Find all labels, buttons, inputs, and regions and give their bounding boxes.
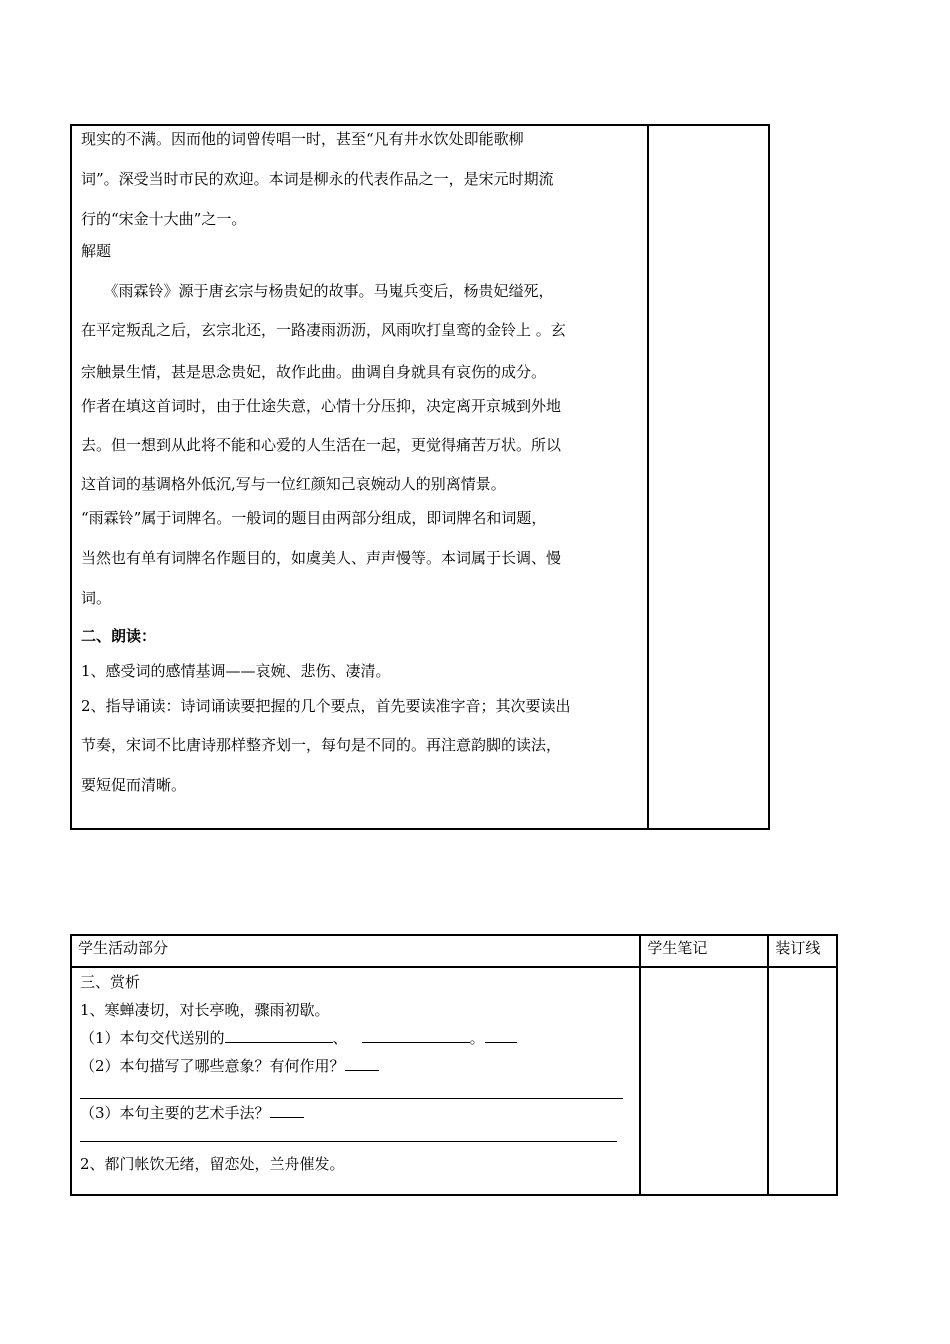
answer-blank[interactable]: [362, 1028, 470, 1043]
answer-line[interactable]: [80, 1080, 623, 1099]
question-1b-text: （2）本句描写了哪些意象？有何作用？: [80, 1057, 345, 1075]
answer-blank[interactable]: [485, 1028, 517, 1043]
text-line: 宗触景生情，甚是思念贵妃，故作此曲。曲调自身就具有哀伤的成分。: [81, 363, 547, 381]
question-1c: [80, 1099, 633, 1125]
notes-cell: [640, 967, 768, 1195]
answer-line[interactable]: [80, 1125, 617, 1142]
answer-blank[interactable]: [225, 1028, 333, 1043]
text-line: “雨霖铃”属于词牌名。一般词的题目由两部分组成，即词牌名和词题，: [81, 509, 547, 527]
question-1a: [80, 1028, 633, 1056]
text-line: 要短促而清晰。: [81, 776, 187, 794]
text-line: 当然也有单有词牌名作题目的，如虞美人、声声慢等。本词属于长调、慢: [81, 549, 562, 567]
section-heading-shangxi: 三、赏析: [80, 973, 141, 991]
question-1: 1、寒蝉凄切，对长亭晚，骤雨初歇。: [80, 1001, 330, 1019]
text-line: 这首词的基调格外低沉,写与一位红颜知己哀婉动人的别离情景。: [81, 475, 506, 493]
notes-table-continued: [70, 124, 770, 830]
content-cell: [71, 125, 648, 829]
header-student-activity: 学生活动部分: [71, 935, 640, 967]
answer-blank[interactable]: [270, 1103, 304, 1118]
question-1a-text: （1）本句交代送别的: [80, 1029, 225, 1047]
text-line: 去。但一想到从此将不能和心爱的人生活在一起，更觉得痛苦万状。所以: [81, 436, 562, 454]
answer-blank[interactable]: [345, 1056, 379, 1071]
text-line: 节奏，宋词不比唐诗那样整齐划一，每句是不同的。再注意韵脚的读法，: [81, 736, 562, 754]
question-1b: [80, 1056, 633, 1080]
section-heading-jieti: 解题: [81, 242, 112, 260]
text-line: 1、感受词的感情基调——哀婉、悲伤、凄清。: [81, 662, 391, 680]
header-binding-line: 装订线: [768, 935, 837, 967]
section-heading-langdu: 二、朗读：: [81, 627, 157, 645]
header-student-notes: 学生笔记: [640, 935, 768, 967]
question-1a-end: 。: [469, 1029, 485, 1047]
student-activity-table: [70, 934, 838, 1196]
text-line: 词”。深受当时市民的欢迎。本词是柳永的代表作品之一，是宋元时期流: [81, 170, 554, 188]
side-notes-cell: [648, 125, 769, 829]
text-line: 现实的不满。因而他的词曾传唱一时，甚至“凡有井水饮处即能歌柳: [81, 130, 524, 148]
text-line: 2、指导诵读：诗词诵读要把握的几个要点，首先要读准字音；其次要读出: [81, 697, 571, 715]
binding-cell: [768, 967, 837, 1195]
text-line: 词。: [81, 589, 112, 607]
text-line: 在平定叛乱之后，玄宗北还，一路凄雨沥沥，风雨吹打皇鸾的金铃上 。玄: [81, 321, 566, 339]
text-line: 作者在填这首词时，由于仕途失意，心情十分压抑，决定离开京城到外地: [81, 397, 562, 415]
question-1c-text: （3）本句主要的艺术手法？: [80, 1104, 270, 1122]
question-2: 2、都门帐饮无绪，留恋处，兰舟催发。: [80, 1155, 345, 1173]
question-1a-separator: 、: [332, 1029, 348, 1047]
text-line: 《雨霖铃》源于唐玄宗与杨贵妃的故事。马嵬兵变后，杨贵妃缢死，: [81, 282, 554, 300]
activity-cell: [71, 967, 640, 1195]
text-line: 行的“宋金十大曲”之一。: [81, 210, 247, 228]
